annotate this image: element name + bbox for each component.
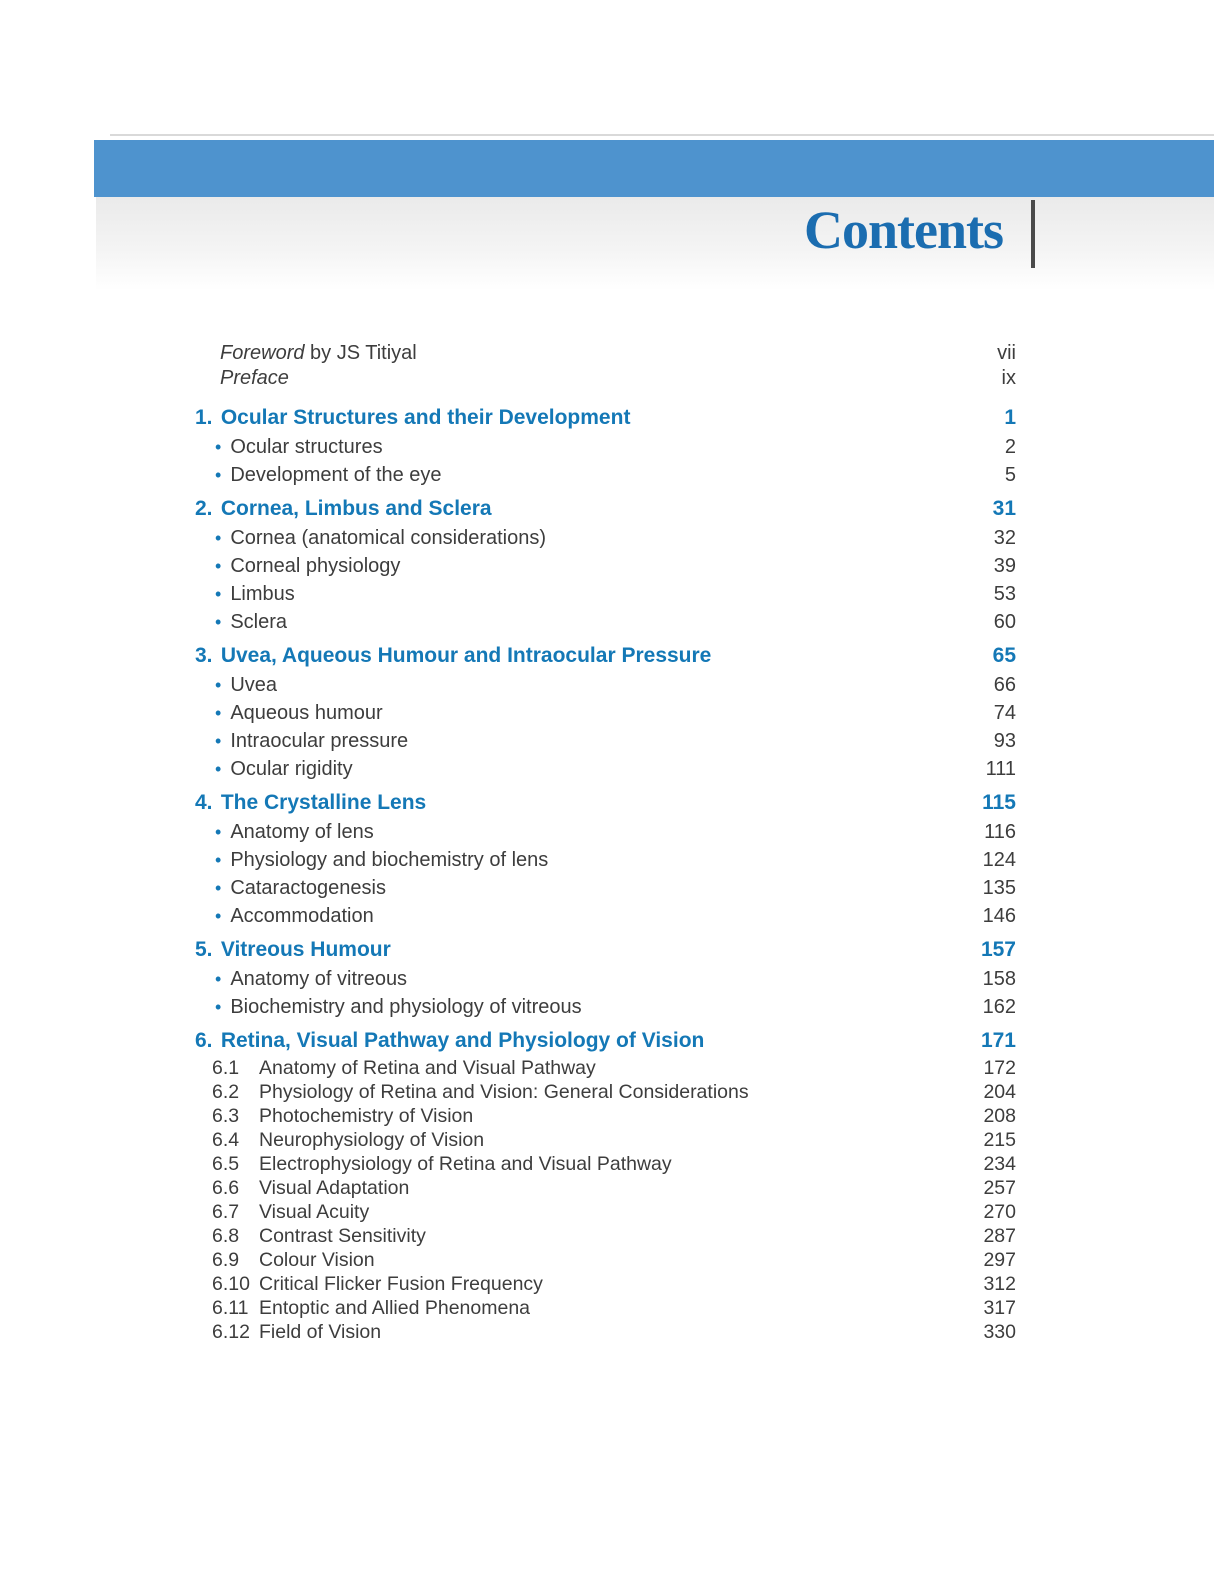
bullet-icon: •: [215, 555, 222, 576]
page-number: 162: [982, 995, 1016, 1018]
entry-title: Development of the eye: [230, 463, 442, 486]
page-number: vii: [997, 342, 1016, 364]
page-number: 53: [993, 582, 1016, 605]
page-number: 287: [983, 1224, 1016, 1247]
toc-entry-row: [190, 552, 1016, 580]
header-banner: [94, 140, 1214, 197]
toc-entry-row: [190, 671, 1016, 699]
chapter-number: 5.: [195, 938, 213, 961]
page-number: 5: [1004, 463, 1016, 486]
entry-title: Sclera: [230, 610, 288, 633]
entry-title: Anatomy of vitreous: [230, 967, 408, 990]
page-number: 330: [983, 1320, 1016, 1343]
chapter-title: Ocular Structures and their Development: [215, 406, 631, 429]
page-number: 116: [984, 820, 1016, 843]
toc-chapter-heading: [190, 494, 1016, 524]
entry-label: [190, 1225, 426, 1248]
toc-entry-row: [190, 1320, 1016, 1344]
page-number: 312: [983, 1272, 1016, 1295]
bullet-icon: •: [215, 996, 222, 1017]
bullet-icon: •: [215, 758, 222, 779]
entry-label: [190, 464, 442, 487]
entry-title: Field of Vision: [259, 1320, 382, 1343]
page-number: 215: [983, 1128, 1016, 1151]
page-number: 2: [1004, 435, 1016, 458]
chapter-number: 2.: [195, 497, 213, 520]
front-matter-subtitle: by JS Titiyal: [304, 342, 417, 364]
entry-label: [190, 555, 400, 578]
entry-label: [190, 1177, 409, 1200]
toc-chapter-heading: [190, 1026, 1016, 1056]
entry-label: [190, 1081, 749, 1104]
entry-label: [190, 1297, 530, 1320]
entry-label: [190, 1201, 369, 1224]
page-number: 157: [980, 938, 1016, 961]
entry-label: [190, 849, 548, 872]
bullet-icon: •: [215, 436, 222, 457]
toc-entry-row: [190, 1128, 1016, 1152]
chapter-number: 1.: [195, 406, 213, 429]
entry-title: Visual Adaptation: [259, 1176, 410, 1199]
page-number: 158: [982, 967, 1016, 990]
entry-title: Contrast Sensitivity: [259, 1224, 426, 1247]
page-title: Contents: [803, 200, 1003, 260]
page-number: 31: [992, 497, 1016, 520]
entry-label: [190, 1129, 484, 1152]
chapter-title: Cornea, Limbus and Sclera: [215, 497, 492, 520]
entry-label: [190, 821, 374, 844]
chapter-number: 4.: [195, 791, 213, 814]
chapter-heading-label: [190, 791, 426, 815]
entry-title: Critical Flicker Fusion Frequency: [259, 1272, 543, 1295]
toc-entry-row: [190, 755, 1016, 783]
entry-title: Neurophysiology of Vision: [259, 1128, 485, 1151]
bullet-icon: •: [215, 527, 222, 548]
entry-label: [190, 968, 407, 991]
bullet-icon: •: [215, 583, 222, 604]
front-matter-label: [190, 342, 417, 365]
chapter-heading-label: [190, 644, 711, 668]
bullet-icon: •: [215, 905, 222, 926]
entry-title: Photochemistry of Vision: [259, 1104, 474, 1127]
toc-entry-row: [190, 818, 1016, 846]
page-number: 297: [983, 1248, 1016, 1271]
toc-entry-row: [190, 1248, 1016, 1272]
entry-title: Electrophysiology of Retina and Visual Pathway: [259, 1152, 672, 1175]
entry-label: [190, 702, 383, 725]
toc-entry-row: [190, 461, 1016, 489]
entry-title: Physiology and biochemistry of lens: [230, 848, 549, 871]
toc-entry-row: [190, 902, 1016, 930]
entry-label: [190, 1105, 473, 1128]
entry-title: Aqueous humour: [230, 701, 383, 724]
entry-label: [190, 1057, 596, 1080]
header-gradient-strip: [96, 197, 1214, 291]
entry-title: Biochemistry and physiology of vitreous: [230, 995, 582, 1018]
bullet-icon: •: [215, 821, 222, 842]
chapter-heading-label: [190, 497, 492, 521]
entry-number: 6.6: [212, 1176, 240, 1199]
entry-number: 6.7: [212, 1200, 240, 1223]
page-number: 172: [983, 1056, 1016, 1079]
entry-title: Physiology of Retina and Vision: General Considerations: [259, 1080, 749, 1103]
toc-entry-row: [190, 846, 1016, 874]
page-number: 1: [1004, 406, 1016, 429]
entry-label: [190, 905, 374, 928]
toc-entry-row: [190, 1224, 1016, 1248]
entry-label: [190, 583, 295, 606]
toc-entry-row: [190, 965, 1016, 993]
entry-label: [190, 436, 383, 459]
entry-label: [190, 1273, 543, 1296]
toc-entry-row: [190, 874, 1016, 902]
entry-title: Accommodation: [230, 904, 374, 927]
chapter-number: 3.: [195, 644, 213, 667]
front-matter-title: Preface: [220, 367, 289, 389]
page-number: 32: [993, 526, 1016, 549]
bullet-icon: •: [215, 730, 222, 751]
entry-label: [190, 1153, 672, 1176]
toc-entry-row: [190, 727, 1016, 755]
toc-front-matter: [190, 341, 1016, 391]
toc-chapter-heading: [190, 788, 1016, 818]
bullet-icon: •: [215, 968, 222, 989]
toc-entry-row: [190, 1176, 1016, 1200]
entry-number: 6.3: [212, 1104, 240, 1127]
page-number: 208: [983, 1104, 1016, 1127]
page-number: 171: [980, 1029, 1016, 1052]
page-number: 124: [982, 848, 1016, 871]
bullet-icon: •: [215, 674, 222, 695]
entry-number: 6.2: [212, 1080, 240, 1103]
entry-number: 6.10: [212, 1272, 250, 1295]
entry-label: [190, 758, 353, 781]
toc-entry-row: [190, 699, 1016, 727]
toc-entry-row: [190, 1056, 1016, 1080]
entry-label: [190, 674, 277, 697]
entry-label: [190, 730, 408, 753]
page-number: 135: [982, 876, 1016, 899]
entry-label: [190, 1249, 375, 1272]
entry-number: 6.8: [212, 1224, 240, 1247]
chapter-title: Retina, Visual Pathway and Physiology of Vision: [215, 1029, 705, 1052]
chapter-heading-label: [190, 406, 630, 430]
entry-number: 6.4: [212, 1128, 240, 1151]
bullet-icon: •: [215, 877, 222, 898]
entry-title: Ocular structures: [230, 435, 383, 458]
page-number: 60: [993, 610, 1016, 633]
toc-entry-row: [190, 1200, 1016, 1224]
chapter-heading-label: [190, 938, 391, 962]
entry-number: 6.12: [212, 1320, 250, 1343]
toc-chapter-heading: [190, 935, 1016, 965]
chapter-title: The Crystalline Lens: [215, 791, 427, 814]
chapter-heading-label: [190, 1029, 704, 1053]
entry-title: Colour Vision: [259, 1248, 375, 1271]
toc-entry-row: [190, 1080, 1016, 1104]
entry-title: Cornea (anatomical considerations): [230, 526, 547, 549]
page-number: 111: [985, 757, 1016, 780]
page-number: 115: [982, 791, 1016, 814]
page-number: 204: [983, 1080, 1016, 1103]
chapter-number: 6.: [195, 1029, 213, 1052]
entry-label: [190, 877, 386, 900]
front-matter-label: [190, 367, 289, 390]
title-divider-bar: [1031, 200, 1035, 268]
bullet-icon: •: [215, 464, 222, 485]
page-number: 270: [983, 1200, 1016, 1223]
page-number: ix: [1001, 367, 1016, 389]
page-number: 39: [993, 554, 1016, 577]
page-number: 93: [993, 729, 1016, 752]
toc-front-row: [190, 366, 1016, 391]
bullet-icon: •: [215, 702, 222, 723]
toc-entry-row: [190, 524, 1016, 552]
toc-entry-row: [190, 1272, 1016, 1296]
entry-label: [190, 611, 287, 634]
page-number: 234: [983, 1152, 1016, 1175]
front-matter-title: Foreword: [220, 342, 305, 364]
toc-entry-row: [190, 580, 1016, 608]
page-number: 66: [993, 673, 1016, 696]
page-number: 65: [992, 644, 1016, 667]
page-number: 74: [993, 701, 1016, 724]
entry-title: Anatomy of lens: [230, 820, 374, 843]
entry-title: Ocular rigidity: [230, 757, 353, 780]
toc-chapters: [190, 403, 1016, 1344]
entry-title: Limbus: [230, 582, 295, 605]
entry-title: Intraocular pressure: [230, 729, 409, 752]
entry-number: 6.11: [212, 1296, 249, 1319]
page-number: 146: [982, 904, 1016, 927]
entry-title: Anatomy of Retina and Visual Pathway: [259, 1056, 596, 1079]
entry-label: [190, 1321, 381, 1344]
entry-title: Visual Acuity: [259, 1200, 370, 1223]
toc-list: [190, 341, 1016, 1344]
toc-entry-row: [190, 608, 1016, 636]
entry-title: Cataractogenesis: [230, 876, 386, 899]
toc-entry-row: [190, 433, 1016, 461]
entry-title: Corneal physiology: [230, 554, 401, 577]
chapter-title: Uvea, Aqueous Humour and Intraocular Pressure: [215, 644, 712, 667]
entry-number: 6.1: [212, 1056, 240, 1079]
chapter-title: Vitreous Humour: [215, 938, 391, 961]
page-number: 257: [983, 1176, 1016, 1199]
bullet-icon: •: [215, 611, 222, 632]
page-number: 317: [983, 1296, 1016, 1319]
entry-title: Uvea: [230, 673, 278, 696]
entry-label: [190, 996, 582, 1019]
entry-number: 6.5: [212, 1152, 240, 1175]
entry-title: Entoptic and Allied Phenomena: [259, 1296, 531, 1319]
toc-entry-row: [190, 993, 1016, 1021]
header-hairline: [110, 134, 1214, 136]
toc-entry-row: [190, 1296, 1016, 1320]
entry-label: [190, 527, 546, 550]
toc-chapter-heading: [190, 403, 1016, 433]
toc-chapter-heading: [190, 641, 1016, 671]
bullet-icon: •: [215, 849, 222, 870]
entry-number: 6.9: [212, 1248, 240, 1271]
toc-entry-row: [190, 1152, 1016, 1176]
toc-entry-row: [190, 1104, 1016, 1128]
toc-front-row: [190, 341, 1016, 366]
